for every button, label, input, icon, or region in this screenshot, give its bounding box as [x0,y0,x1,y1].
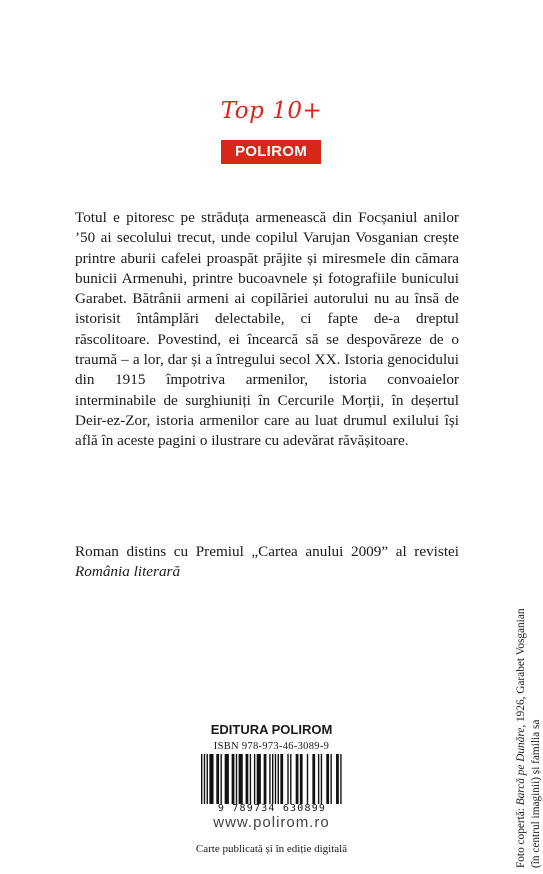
cover-photo-credit [514,488,543,868]
digital-edition-note: Carte publicată și în ediție digitală [195,843,348,855]
publisher-name: EDITURA POLIROM [210,722,333,737]
barcode [197,754,347,804]
award-magazine: România literară [75,563,181,581]
award-note [75,542,459,583]
photo-credit-line2: (în centrul imaginii) și familia sa [530,719,542,868]
publisher-logo: POLIROM [221,140,321,164]
series-label: Top 10+ [220,98,323,124]
barcode-digits: 9 789734 630899 [217,803,327,814]
isbn: ISBN 978-973-46-3089-9 [213,741,330,752]
photo-credit-line1: Foto copertă: Barcă pe Dunăre, 1926, Garabet Vosganian [515,608,527,868]
barcode-image [197,754,347,804]
series-logo [0,98,543,124]
award-text: Roman distins cu Premiul „Cartea anului 2009” al revistei [75,543,459,560]
website-link[interactable]: www.polirom.ro [213,814,330,831]
book-blurb: Totul e pitoresc pe străduța armenească din Focșaniul anilor ’50 ai secolului trecut, unde copilul Varujan Vosganian crește printre aburii cafelei proaspăt prăjite și miresmele din cămara bunicii Armenuhi, printre bucoavnele și fotografiile bunicului Garabet. Bătrânii armeni ai copilăriei autorului nu au însă de istorisit întâmplări delectabile, ci fapte de-a dreptul răscolitoare. Povestind, ei încearcă să se despovăreze de o traumă – a lor, dar și a întregului secol XX. Istoria genocidului din 1915 împotriva armenilor, istoria convoaielor interminabile de surghiuniți în Cercurile Morții, în deșertul Deir-ez-Zor, istoria armenilor care au luat drumul exilului își află în aceste pagini o ilustrare cu adevărat răvășitoare. [75,209,459,450]
